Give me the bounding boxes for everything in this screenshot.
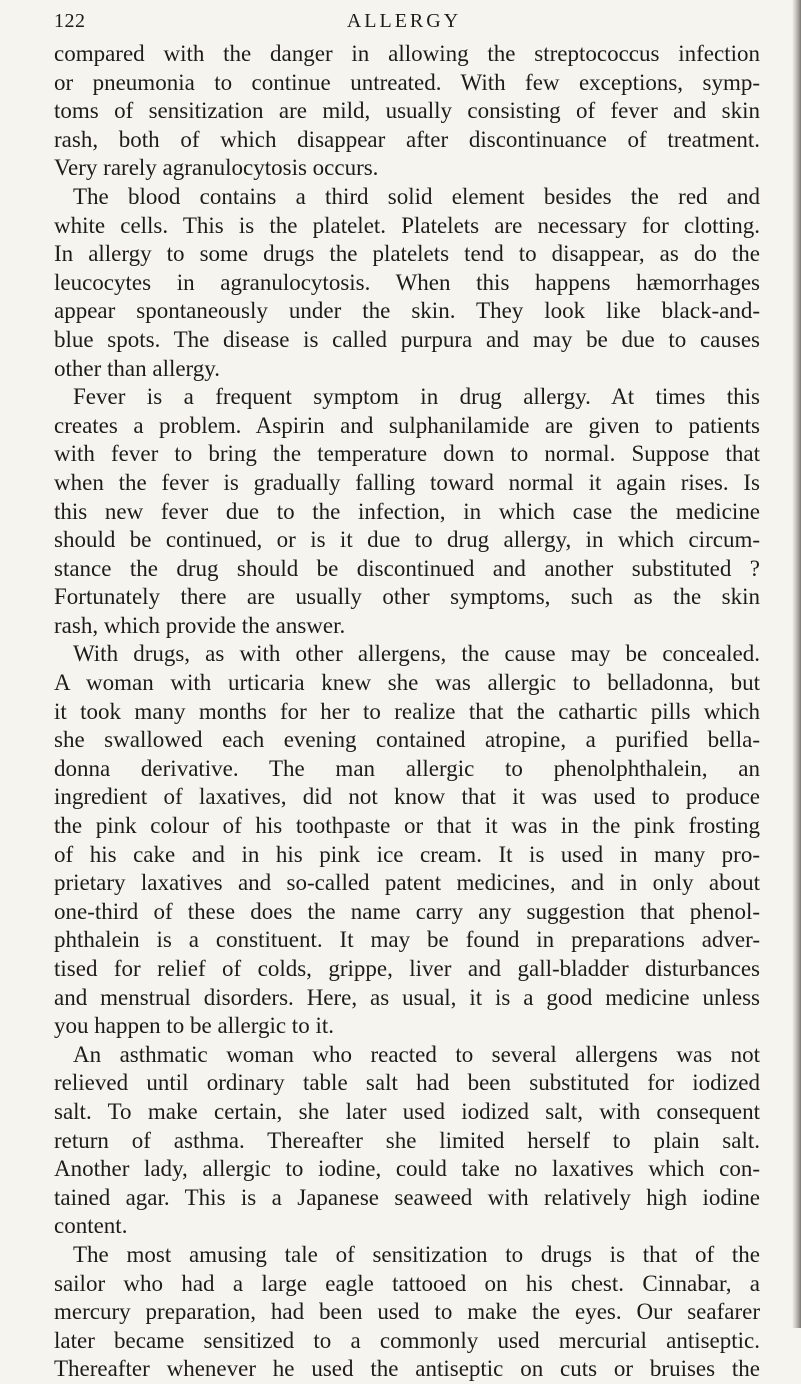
text-line: salt. To make certain, she later used iodized salt, with consequent bbox=[54, 1098, 760, 1124]
text-line: and menstrual disorders. Here, as usual, it is a good medicine unless bbox=[54, 984, 760, 1010]
text-line: with fever to bring the temperature down to normal. Suppose that bbox=[54, 441, 760, 467]
text-line: rash, which provide the answer. bbox=[54, 612, 346, 638]
text-line: you happen to be allergic to it. bbox=[54, 1013, 334, 1039]
text-line: A woman with urticaria knew she was allergic to belladonna, but bbox=[54, 670, 760, 696]
text-line: leucocytes in agranulocytosis. When this happens hæmorrhages bbox=[54, 269, 760, 295]
body-text bbox=[54, 40, 760, 1384]
text-line: relieved until ordinary table salt had been substituted for iodized bbox=[54, 1070, 760, 1096]
text-line: one-third of these does the name carry any suggestion that phenol- bbox=[54, 898, 760, 924]
page-edge-shadow bbox=[792, 0, 801, 1328]
text-line: creates a problem. Aspirin and sulphanilamide are given to patients bbox=[54, 412, 760, 438]
text-line: phthalein is a constituent. It may be found in preparations adver- bbox=[54, 927, 760, 953]
page-number: 122 bbox=[54, 10, 86, 32]
text-line: this new fever due to the infection, in which case the medicine bbox=[54, 498, 760, 524]
text-line: An asthmatic woman who reacted to several allergens was not bbox=[73, 1041, 760, 1067]
text-line: content. bbox=[54, 1213, 128, 1239]
running-head: ALLERGY bbox=[346, 10, 462, 32]
text-line: mercury preparation, had been used to make the eyes. Our seafarer bbox=[54, 1299, 760, 1325]
text-line: appear spontaneously under the skin. They look like black-and- bbox=[54, 298, 760, 324]
text-line: sailor who had a large eagle tattooed on his chest. Cinnabar, a bbox=[54, 1270, 760, 1296]
text-line: other than allergy. bbox=[54, 355, 221, 381]
text-line: tained agar. This is a Japanese seaweed with relatively high iodine bbox=[54, 1184, 760, 1210]
text-line: toms of sensitization are mild, usually consisting of fever and skin bbox=[54, 98, 760, 124]
text-line: blue spots. The disease is called purpura and may be due to causes bbox=[54, 326, 760, 352]
text-line: tised for relief of colds, grippe, liver and gall-bladder disturbances bbox=[54, 956, 760, 981]
text-line: Fortunately there are usually other symptoms, such as the skin bbox=[54, 584, 760, 610]
text-line: In allergy to some drugs the platelets tend to disappear, as do the bbox=[54, 241, 760, 267]
text-line: donna derivative. The man allergic to phenolphthalein, an bbox=[54, 755, 760, 781]
text-line: Fever is a frequent symptom in drug allergy. At times this bbox=[73, 384, 760, 410]
text-line: of his cake and in his pink ice cream. It is used in many pro- bbox=[54, 841, 760, 867]
page-header bbox=[54, 10, 754, 38]
text-line: rash, both of which disappear after discontinuance of treatment. bbox=[54, 126, 760, 152]
text-line: the pink colour of his toothpaste or that it was in the pink frosting bbox=[54, 813, 760, 839]
text-line: compared with the danger in allowing the streptococcus infection bbox=[54, 41, 760, 66]
text-line: The blood contains a third solid element besides the red and bbox=[73, 183, 760, 209]
text-line: should be continued, or is it due to drug allergy, in which circum- bbox=[54, 527, 760, 553]
text-line: With drugs, as with other allergens, the cause may be concealed. bbox=[73, 641, 760, 667]
text-line: prietary laxatives and so-called patent medicines, and in only about bbox=[54, 870, 760, 896]
text-line: or pneumonia to continue untreated. With few exceptions, symp- bbox=[54, 69, 760, 95]
text-line: white cells. This is the platelet. Platelets are necessary for clotting. bbox=[54, 212, 760, 238]
text-line: return of asthma. Thereafter she limited herself to plain salt. bbox=[54, 1127, 760, 1153]
text-line: stance the drug should be discontinued and another substituted ? bbox=[54, 555, 760, 581]
text-line: when the fever is gradually falling toward normal it again rises. Is bbox=[54, 469, 760, 495]
text-line: The most amusing tale of sensitization to drugs is that of the bbox=[73, 1241, 760, 1267]
text-line: it took many months for her to realize that the cathartic pills which bbox=[54, 698, 760, 724]
text-line: Another lady, allergic to iodine, could take no laxatives which con- bbox=[54, 1156, 760, 1182]
text-line: she swallowed each evening contained atropine, a purified bella- bbox=[54, 727, 760, 753]
text-line: ingredient of laxatives, did not know that it was used to produce bbox=[54, 784, 760, 810]
text-line: Thereafter whenever he used the antiseptic on cuts or bruises the bbox=[54, 1356, 760, 1382]
text-line: later became sensitized to a commonly used mercurial antiseptic. bbox=[54, 1327, 760, 1353]
text-line: Very rarely agranulocytosis occurs. bbox=[54, 155, 379, 181]
